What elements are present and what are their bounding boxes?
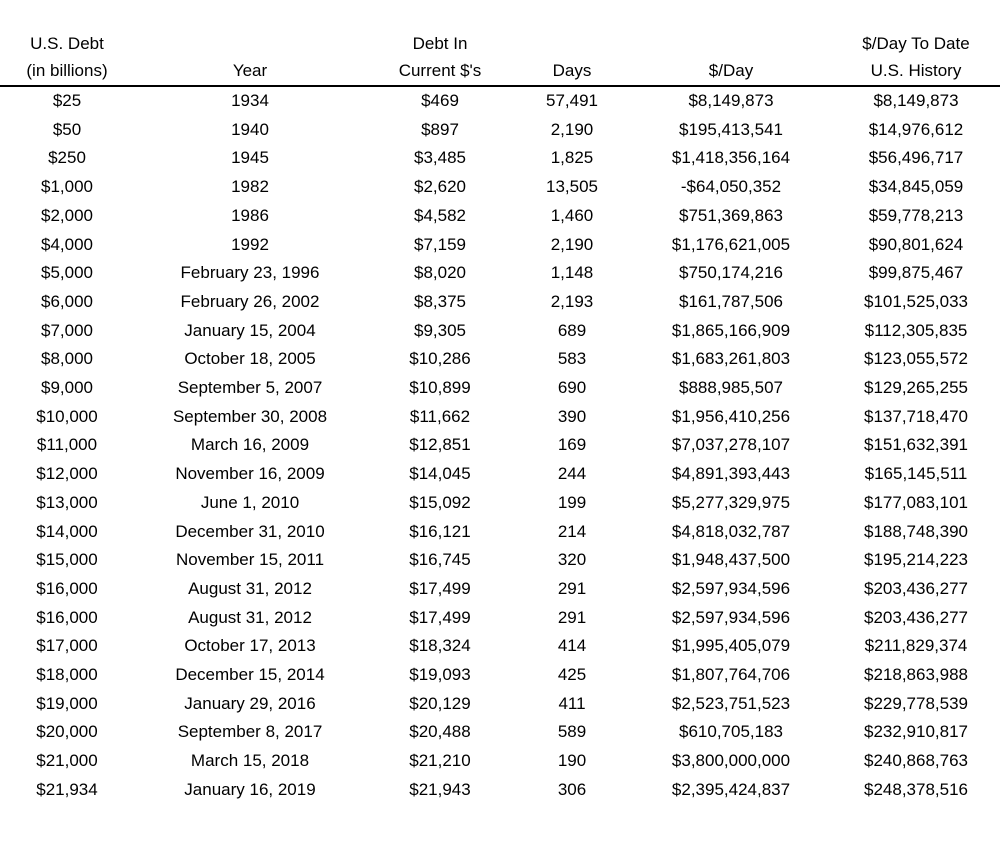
cell-debt-current-dollars: $12,851 xyxy=(409,435,471,455)
col-header-dollars-per-day-line2: $/Day xyxy=(708,61,754,80)
cell-debt-current-dollars: $3,485 xyxy=(414,148,466,168)
cell-dollars-per-day: $750,174,216 xyxy=(679,263,783,283)
cell-us-debt: $1,000 xyxy=(41,177,93,197)
cell-debt-current-dollars: $7,159 xyxy=(414,234,466,254)
cell-dollars-per-day: $1,807,764,706 xyxy=(671,665,791,685)
cell-days: 244 xyxy=(557,464,587,484)
cell-days: 1,460 xyxy=(550,205,594,225)
table-row xyxy=(0,661,1000,690)
cell-year: 1986 xyxy=(231,205,269,225)
table-row xyxy=(0,518,1000,547)
cell-days: 390 xyxy=(557,406,587,426)
table-body xyxy=(0,86,1000,805)
cell-debt-current-dollars: $16,745 xyxy=(409,550,471,570)
cell-dollars-per-day: $1,956,410,256 xyxy=(671,406,791,426)
cell-dollars-per-day-to-date: $14,976,612 xyxy=(868,119,964,139)
cell-days: 414 xyxy=(557,636,587,656)
cell-dollars-per-day-to-date: $218,863,988 xyxy=(864,665,968,685)
cell-dollars-per-day-to-date: $211,829,374 xyxy=(864,636,968,656)
table-row xyxy=(0,374,1000,403)
table-row xyxy=(0,202,1000,231)
col-header-dollars-per-day-to-date-line2: U.S. History xyxy=(870,61,962,80)
cell-year: October 17, 2013 xyxy=(184,636,316,656)
cell-days: 169 xyxy=(557,435,587,455)
col-header-dollars-per-day xyxy=(630,30,832,86)
cell-dollars-per-day: $2,597,934,596 xyxy=(671,607,791,627)
cell-days: 589 xyxy=(557,722,587,742)
cell-dollars-per-day: $195,413,541 xyxy=(679,119,783,139)
cell-year: June 1, 2010 xyxy=(200,492,300,512)
cell-us-debt: $8,000 xyxy=(41,349,93,369)
cell-debt-current-dollars: $17,499 xyxy=(409,578,471,598)
cell-dollars-per-day-to-date: $203,436,277 xyxy=(864,578,968,598)
cell-dollars-per-day: $1,176,621,005 xyxy=(671,234,791,254)
table-row xyxy=(0,546,1000,575)
cell-year: March 15, 2018 xyxy=(190,751,310,771)
col-header-debt-current-dollars-line2: Current $'s xyxy=(398,61,482,80)
cell-dollars-per-day: $2,523,751,523 xyxy=(671,693,791,713)
table-row xyxy=(0,317,1000,346)
cell-debt-current-dollars: $21,943 xyxy=(409,779,471,799)
table-row xyxy=(0,403,1000,432)
cell-year: February 23, 1996 xyxy=(180,263,320,283)
cell-debt-current-dollars: $469 xyxy=(421,91,459,110)
cell-dollars-per-day-to-date: $165,145,511 xyxy=(864,464,968,484)
cell-us-debt: $9,000 xyxy=(41,378,93,398)
cell-debt-current-dollars: $17,499 xyxy=(409,607,471,627)
cell-days: 291 xyxy=(557,578,587,598)
cell-days: 13,505 xyxy=(546,177,598,197)
cell-us-debt: $4,000 xyxy=(41,234,93,254)
cell-year: November 15, 2011 xyxy=(175,550,325,570)
cell-us-debt: $25 xyxy=(52,91,82,110)
cell-year: 1945 xyxy=(231,148,269,168)
cell-dollars-per-day-to-date: $137,718,470 xyxy=(864,406,968,426)
table-row xyxy=(0,718,1000,747)
cell-dollars-per-day: $1,865,166,909 xyxy=(671,320,791,340)
cell-year: August 31, 2012 xyxy=(188,607,312,627)
cell-us-debt: $13,000 xyxy=(36,492,98,512)
cell-year: February 26, 2002 xyxy=(180,291,320,311)
table-row xyxy=(0,345,1000,374)
table-row xyxy=(0,632,1000,661)
cell-dollars-per-day: $3,800,000,000 xyxy=(671,751,791,771)
cell-debt-current-dollars: $11,662 xyxy=(409,406,471,426)
table-row xyxy=(0,604,1000,633)
cell-us-debt: $21,000 xyxy=(36,751,98,771)
cell-dollars-per-day-to-date: $112,305,835 xyxy=(864,320,968,340)
table-row xyxy=(0,173,1000,202)
cell-dollars-per-day-to-date: $195,214,223 xyxy=(864,550,968,570)
cell-year: August 31, 2012 xyxy=(188,578,312,598)
cell-dollars-per-day: $1,948,437,500 xyxy=(671,550,791,570)
cell-us-debt: $2,000 xyxy=(41,205,93,225)
cell-debt-current-dollars: $8,020 xyxy=(414,263,466,283)
col-header-debt-current-dollars xyxy=(366,30,514,86)
table-row xyxy=(0,747,1000,776)
cell-dollars-per-day-to-date: $101,525,033 xyxy=(864,291,968,311)
col-header-dollars-per-day-line1 xyxy=(630,30,832,57)
cell-days: 1,148 xyxy=(550,263,594,283)
table-header xyxy=(0,30,1000,86)
cell-dollars-per-day-to-date: $229,778,539 xyxy=(864,693,968,713)
cell-year: September 5, 2007 xyxy=(177,378,323,398)
cell-year: 1992 xyxy=(231,234,269,254)
table-row xyxy=(0,776,1000,805)
cell-debt-current-dollars: $897 xyxy=(421,119,459,139)
col-header-us-debt-line1: U.S. Debt xyxy=(30,34,104,53)
cell-year: September 8, 2017 xyxy=(177,722,323,742)
cell-dollars-per-day: $1,683,261,803 xyxy=(671,349,791,369)
cell-year: December 15, 2014 xyxy=(175,665,325,685)
cell-days: 190 xyxy=(557,751,587,771)
cell-debt-current-dollars: $10,899 xyxy=(409,378,471,398)
cell-year: March 16, 2009 xyxy=(190,435,310,455)
cell-us-debt: $10,000 xyxy=(36,406,98,426)
cell-dollars-per-day-to-date: $59,778,213 xyxy=(868,205,964,225)
cell-us-debt: $7,000 xyxy=(41,320,93,340)
cell-dollars-per-day: $888,985,507 xyxy=(679,378,783,398)
cell-dollars-per-day-to-date: $129,265,255 xyxy=(864,378,968,398)
cell-dollars-per-day: $161,787,506 xyxy=(679,291,783,311)
cell-debt-current-dollars: $8,375 xyxy=(414,291,466,311)
table-header-row xyxy=(0,30,1000,86)
cell-year: September 30, 2008 xyxy=(172,406,328,426)
col-header-us-debt xyxy=(0,30,134,86)
cell-year: November 16, 2009 xyxy=(175,464,325,484)
cell-dollars-per-day-to-date: $90,801,624 xyxy=(868,234,964,254)
cell-days: 583 xyxy=(557,349,587,369)
cell-debt-current-dollars: $2,620 xyxy=(414,177,466,197)
cell-debt-current-dollars: $16,121 xyxy=(409,521,471,541)
cell-dollars-per-day: $751,369,863 xyxy=(679,205,783,225)
col-header-days-line1 xyxy=(514,30,630,57)
us-debt-history-page xyxy=(0,30,1000,847)
cell-us-debt: $6,000 xyxy=(41,291,93,311)
cell-dollars-per-day-to-date: $240,868,763 xyxy=(864,751,968,771)
cell-days: 690 xyxy=(557,378,587,398)
cell-days: 199 xyxy=(557,492,587,512)
cell-us-debt: $250 xyxy=(48,148,86,168)
cell-days: 214 xyxy=(557,521,587,541)
cell-dollars-per-day: $4,818,032,787 xyxy=(671,521,791,541)
cell-us-debt: $50 xyxy=(52,119,82,139)
cell-days: 689 xyxy=(557,320,587,340)
cell-days: 291 xyxy=(557,607,587,627)
cell-dollars-per-day-to-date: $203,436,277 xyxy=(864,607,968,627)
col-header-dollars-per-day-to-date xyxy=(832,30,1000,86)
cell-dollars-per-day-to-date: $34,845,059 xyxy=(868,177,964,197)
cell-days: 411 xyxy=(558,693,586,713)
cell-dollars-per-day: -$64,050,352 xyxy=(680,177,782,197)
table-row xyxy=(0,690,1000,719)
cell-debt-current-dollars: $9,305 xyxy=(414,320,466,340)
cell-dollars-per-day-to-date: $188,748,390 xyxy=(864,521,968,541)
cell-days: 2,193 xyxy=(550,291,594,311)
col-header-debt-current-dollars-line1: Debt In xyxy=(412,34,468,53)
cell-dollars-per-day-to-date: $8,149,873 xyxy=(873,91,959,110)
cell-us-debt: $19,000 xyxy=(36,693,98,713)
cell-debt-current-dollars: $21,210 xyxy=(409,751,471,771)
col-header-us-debt-line2: (in billions) xyxy=(26,61,108,80)
cell-dollars-per-day: $1,418,356,164 xyxy=(671,148,791,168)
us-debt-history-table xyxy=(0,30,1000,805)
cell-year: 1934 xyxy=(231,91,269,110)
table-row xyxy=(0,231,1000,260)
cell-debt-current-dollars: $20,488 xyxy=(409,722,471,742)
cell-days: 2,190 xyxy=(550,234,594,254)
cell-us-debt: $15,000 xyxy=(36,550,98,570)
col-header-year-line1 xyxy=(134,30,366,57)
table-row xyxy=(0,288,1000,317)
cell-dollars-per-day-to-date: $177,083,101 xyxy=(864,492,968,512)
cell-us-debt: $21,934 xyxy=(36,779,98,799)
cell-debt-current-dollars: $20,129 xyxy=(409,693,471,713)
cell-days: 57,491 xyxy=(546,91,598,110)
table-row xyxy=(0,86,1000,116)
table-row xyxy=(0,144,1000,173)
col-header-year xyxy=(134,30,366,86)
cell-dollars-per-day: $2,597,934,596 xyxy=(671,578,791,598)
cell-debt-current-dollars: $15,092 xyxy=(409,492,471,512)
cell-debt-current-dollars: $18,324 xyxy=(409,636,471,656)
cell-dollars-per-day: $1,995,405,079 xyxy=(671,636,791,656)
cell-year: 1940 xyxy=(231,119,269,139)
cell-dollars-per-day: $4,891,393,443 xyxy=(671,464,791,484)
cell-days: 306 xyxy=(557,779,587,799)
cell-us-debt: $16,000 xyxy=(36,578,98,598)
col-header-year-line2: Year xyxy=(232,61,268,80)
cell-us-debt: $20,000 xyxy=(36,722,98,742)
cell-us-debt: $11,000 xyxy=(36,435,98,455)
table-row xyxy=(0,575,1000,604)
cell-year: January 16, 2019 xyxy=(184,779,316,799)
cell-year: October 18, 2005 xyxy=(184,349,316,369)
col-header-days xyxy=(514,30,630,86)
cell-year: December 31, 2010 xyxy=(175,521,325,541)
cell-days: 2,190 xyxy=(550,119,594,139)
cell-dollars-per-day: $610,705,183 xyxy=(679,722,783,742)
cell-us-debt: $16,000 xyxy=(36,607,98,627)
table-row xyxy=(0,460,1000,489)
cell-debt-current-dollars: $4,582 xyxy=(414,205,466,225)
table-row xyxy=(0,116,1000,145)
cell-days: 1,825 xyxy=(550,148,594,168)
cell-dollars-per-day-to-date: $151,632,391 xyxy=(864,435,968,455)
cell-us-debt: $14,000 xyxy=(36,521,98,541)
cell-year: January 29, 2016 xyxy=(184,693,316,713)
col-header-days-line2: Days xyxy=(552,61,592,80)
cell-days: 320 xyxy=(557,550,587,570)
cell-dollars-per-day: $2,395,424,837 xyxy=(671,779,791,799)
table-row xyxy=(0,431,1000,460)
cell-debt-current-dollars: $10,286 xyxy=(409,349,471,369)
cell-dollars-per-day: $7,037,278,107 xyxy=(671,435,791,455)
cell-days: 425 xyxy=(557,665,587,685)
cell-dollars-per-day: $8,149,873 xyxy=(688,91,774,110)
col-header-dollars-per-day-to-date-line1: $/Day To Date xyxy=(862,34,970,53)
cell-us-debt: $5,000 xyxy=(41,263,93,283)
table-row xyxy=(0,489,1000,518)
cell-dollars-per-day-to-date: $232,910,817 xyxy=(864,722,968,742)
cell-us-debt: $17,000 xyxy=(36,636,98,656)
cell-dollars-per-day-to-date: $99,875,467 xyxy=(868,263,964,283)
cell-us-debt: $18,000 xyxy=(36,665,98,685)
cell-dollars-per-day: $5,277,329,975 xyxy=(671,492,791,512)
cell-debt-current-dollars: $14,045 xyxy=(409,464,471,484)
cell-debt-current-dollars: $19,093 xyxy=(409,665,471,685)
cell-year: January 15, 2004 xyxy=(184,320,316,340)
cell-dollars-per-day-to-date: $56,496,717 xyxy=(868,148,964,168)
cell-us-debt: $12,000 xyxy=(36,464,98,484)
table-row xyxy=(0,259,1000,288)
cell-year: 1982 xyxy=(231,177,269,197)
cell-dollars-per-day-to-date: $248,378,516 xyxy=(864,779,968,799)
cell-dollars-per-day-to-date: $123,055,572 xyxy=(864,349,968,369)
